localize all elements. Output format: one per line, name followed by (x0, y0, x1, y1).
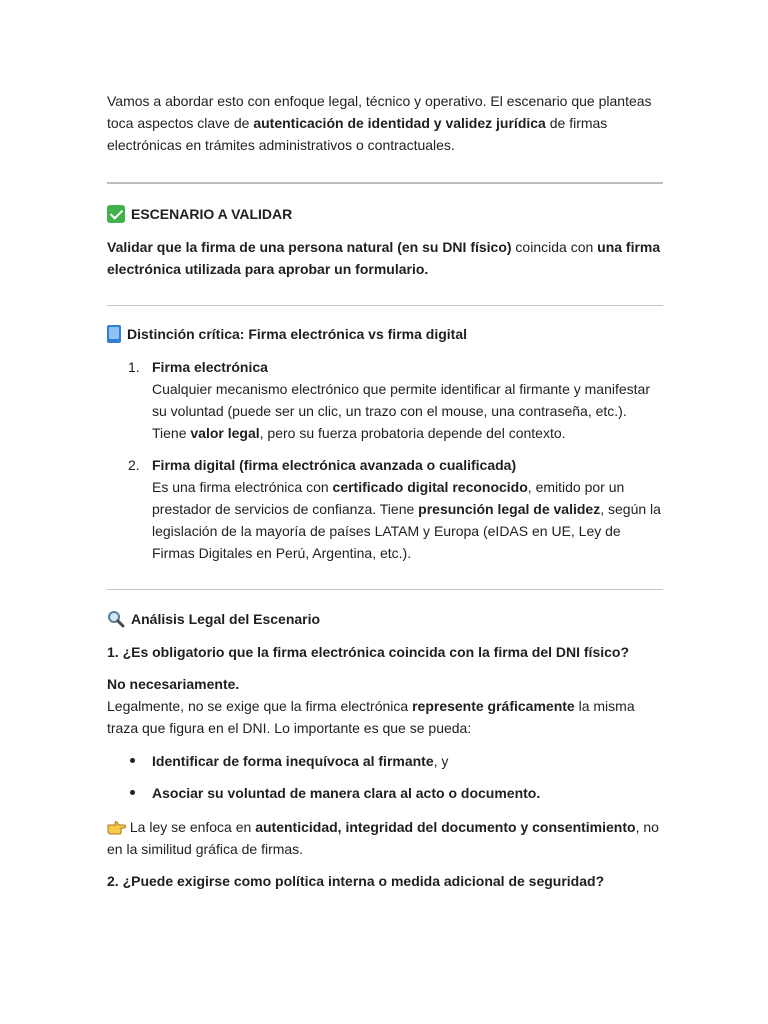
escenario-heading: ESCENARIO A VALIDAR (107, 203, 663, 225)
list-item: Asociar su voluntad de manera clara al acto o documento. (107, 782, 663, 804)
question-1: 1. ¿Es obligatorio que la firma electrónica coincida con la firma del DNI físico? (107, 644, 630, 660)
blue-book-icon (107, 325, 121, 343)
document-content (107, 90, 663, 892)
bullet-icon (130, 790, 135, 795)
check-mark-button-icon (107, 205, 125, 223)
list-item: Identificar de forma inequívoca al firmante, y (107, 750, 663, 772)
pointing-hand-icon (107, 819, 126, 835)
section-divider (107, 589, 663, 590)
section-divider (107, 305, 663, 306)
intro-paragraph: Vamos a abordar esto con enfoque legal, técnico y operativo. El escenario que planteas toca aspectos clave de autenticación de identidad y validez jurídica de firmas electrónicas en trámites administrativos o contractuales. (107, 93, 652, 153)
distincion-list (107, 356, 663, 564)
answer-1-paragraph: Legalmente, no se exige que la firma electrónica represente gráficamente la misma traza que figura en el DNI. Lo importante es que se pueda: (107, 698, 635, 736)
distincion-heading: Distinción crítica: Firma electrónica vs firma digital (107, 323, 663, 345)
requirements-list (107, 750, 663, 804)
list-item: 1. Firma electrónica Cualquier mecanismo electrónico que permite identificar al firmante y manifestar su voluntad (puede ser un clic, un trazo con el mouse, una contraseña, etc.). Tiene valor legal, pero su fuerza probatoria depende del contexto. (128, 359, 650, 441)
section-divider (107, 182, 663, 184)
escenario-paragraph: Validar que la firma de una persona natural (en su DNI físico) coincida con una firma electrónica utilizada para aprobar un formulario. (107, 239, 661, 277)
question-2: 2. ¿Puede exigirse como política interna o medida adicional de seguridad? (107, 873, 605, 889)
note-paragraph: La ley se enfoca en autenticidad, integridad del documento y consentimiento, no en la similitud gráfica de firmas. (107, 819, 659, 857)
answer-1-title: No necesariamente. (107, 676, 240, 692)
analisis-heading: Análisis Legal del Escenario (107, 608, 663, 630)
bullet-icon (130, 758, 135, 763)
list-item: 2. Firma digital (firma electrónica avanzada o cualificada) Es una firma electrónica con certificado digital reconocido, emitido por un prestador de servicios de confianza. Tiene presunción legal de validez, según la legislación de la mayoría de países LATAM y Europa (eIDAS en UE, Ley de Firmas Digitales en Perú, Argentina, etc.). (128, 457, 661, 561)
magnifying-glass-icon (107, 610, 125, 628)
